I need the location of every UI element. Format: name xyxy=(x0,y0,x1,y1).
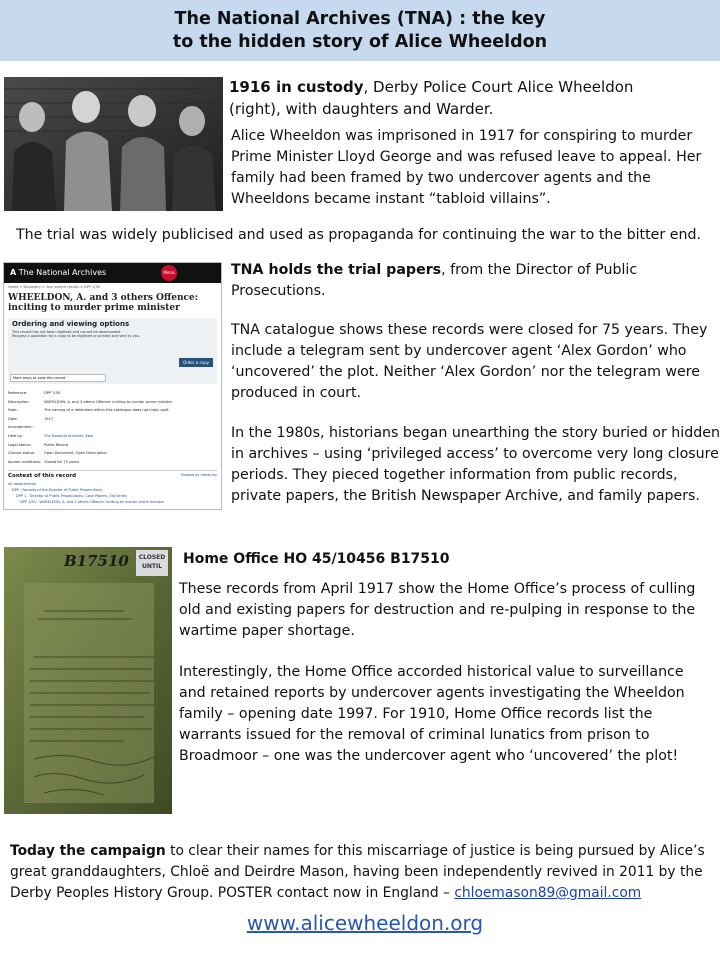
home-office-line: wartime paper shortage. xyxy=(179,623,355,639)
tna-para-line: in archives – using ‘privileged access’ to overcome very long closure xyxy=(231,446,719,462)
tna-para-line: include a telegram sent by undercover agent ‘Alex Gordon’ who xyxy=(231,343,687,359)
caption-rest: , Derby Police Court Alice Wheeldon xyxy=(363,78,634,96)
home-office-line: warrants issued for the removal of criminal lunatics from prison to xyxy=(179,727,650,743)
tna-tree-item[interactable]: DPP 1 - Director of Public Prosecutions: Case Papers, Old Series xyxy=(16,494,127,499)
title-line-1: The National Archives (TNA) : the key xyxy=(174,9,546,29)
tna-record-title: WHEELDON, A. and 3 others Offence: inciting to murder prime minister xyxy=(8,293,199,313)
tna-tree-item[interactable]: All departments xyxy=(8,482,36,487)
custody-photo xyxy=(4,77,223,211)
tna-paragraph-1 xyxy=(231,320,707,404)
home-office-document-photo xyxy=(4,547,172,814)
intro-line: Alice Wheeldon was imprisoned in 1917 for conspiring to murder xyxy=(231,128,693,144)
tna-heading-rest: , from the Director of Public xyxy=(441,262,638,278)
tna-ordering-box xyxy=(8,318,217,384)
tna-ordering-note: Request a quotation for a copy to be digitised or printed and sent to you. xyxy=(12,334,141,338)
home-office-line: and retained reports by undercover agents investigating the Wheeldon xyxy=(179,685,685,701)
tna-detail-row: Legal status: Public Record xyxy=(8,442,69,447)
home-office-paragraph-2 xyxy=(179,662,685,767)
intro-paragraph xyxy=(231,126,701,210)
caption-line-2: (right), with daughters and Warder. xyxy=(229,100,494,118)
tna-heading-line-2: Prosecutions. xyxy=(231,283,326,299)
poster-title xyxy=(0,0,720,61)
tna-detail-row: Access conditions: Closed for 75 years xyxy=(8,459,79,464)
tna-catalogue-screenshot xyxy=(3,262,222,510)
tna-para-line: produced in court. xyxy=(231,385,362,401)
tna-para-line: ‘uncovered’ the plot. Neither ‘Alex Gordon’ nor the telegram were xyxy=(231,364,700,380)
caption-bold: 1916 in custody xyxy=(229,78,364,96)
tna-detail-row: Note: The naming of a defendant within this catalogue does not imply guilt. xyxy=(8,408,170,413)
document-number: B17510 xyxy=(64,552,129,570)
trial-sentence: The trial was widely publicised and used as propaganda for continuing the war to the bitter end. xyxy=(16,227,701,243)
tna-detail-row: Arrangement: xyxy=(8,425,33,430)
tna-paragraph-2 xyxy=(231,423,720,507)
campaign-line-1: to clear their names for this miscarriage of justice is being pursued by Alice’s xyxy=(165,843,705,859)
tna-heading-bold: TNA holds the trial papers xyxy=(231,262,442,278)
home-office-line: Broadmoor – one was the undercover agent who ‘uncovered’ the plot! xyxy=(179,748,679,764)
photo-caption xyxy=(229,76,633,120)
tna-detail-row: Closure status: Open Document, Open Description xyxy=(8,451,107,456)
tna-browse-link[interactable]: Browse by hierarchy xyxy=(181,473,217,478)
tna-heading xyxy=(231,260,637,302)
tna-ordering-title: Ordering and viewing options xyxy=(12,320,130,328)
tna-para-line: In the 1980s, historians began unearthing the story buried or hidden xyxy=(231,425,720,441)
tna-detail-row: Description: WHEELDON, A. and 3 others Offence: inciting to murder prime minister xyxy=(8,399,173,404)
closed-until-stamp: CLOSED UNTIL xyxy=(136,550,168,576)
title-line-2: to the hidden story of Alice Wheeldon xyxy=(172,32,548,52)
tna-detail-row: Held by: The National Archives, Kew xyxy=(8,433,93,438)
tna-order-button[interactable]: Order a copy xyxy=(179,358,213,367)
tna-para-line: TNA catalogue shows these records were closed for 75 years. They xyxy=(231,322,708,338)
tna-tree-item[interactable]: DPP - Records of the Director of Public Prosecutions xyxy=(12,488,103,493)
tna-detail-row: Reference: DPP 1/50 xyxy=(8,391,61,395)
tna-more-ways-select[interactable]: More ways to view this record xyxy=(10,374,106,382)
tna-logo-icon: A xyxy=(10,268,17,277)
tna-topbar xyxy=(4,263,221,283)
tna-context-box xyxy=(8,470,217,505)
intro-line: Wheeldons became instant “tabloid villains”. xyxy=(231,191,551,207)
home-office-line: These records from April 1917 show the Home Office’s process of culling xyxy=(179,581,696,597)
intro-line: Prime Minister Lloyd George and was refused leave to appeal. Her xyxy=(231,149,702,165)
home-office-heading: Home Office HO 45/10456 B17510 xyxy=(183,551,450,567)
home-office-paragraph-1 xyxy=(179,579,695,642)
website-link[interactable]: www.alicewheeldon.org xyxy=(246,911,484,935)
campaign-paragraph xyxy=(10,841,705,904)
tna-tree-item[interactable]: DPP 1/50 - WHEELDON, A. and 3 others Offence: inciting to murder prime minister xyxy=(20,500,165,505)
tna-brand: The National Archives xyxy=(18,268,107,277)
tna-details-table xyxy=(4,387,221,468)
campaign-bold: Today the campaign xyxy=(10,843,166,859)
campaign-line-3: Derby Peoples History Group. POSTER contact now in England – xyxy=(10,885,455,901)
tna-para-line: private papers, the British Newspaper Archive, and family papers. xyxy=(231,488,700,504)
tna-detail-row: Date: 1917 xyxy=(8,416,54,421)
campaign-line-2: great granddaughters, Chloë and Deirdre Mason, having been independently revived in 2011 by the xyxy=(10,864,703,880)
email-link[interactable]: chloemason89@gmail.com xyxy=(454,885,642,901)
tna-ordering-note: This record has not been digitised and cannot be downloaded. xyxy=(12,330,122,334)
intro-line: family had been framed by two undercover agents and the xyxy=(231,170,651,186)
home-office-line: Interestingly, the Home Office accorded historical value to surveillance xyxy=(179,664,684,680)
tna-menu-button[interactable]: Menu xyxy=(161,265,177,281)
tna-para-line: periods. They pieced together information from public records, xyxy=(231,467,678,483)
home-office-line: old and existing papers for destruction and re-pulping in response to the xyxy=(179,602,696,618)
tna-breadcrumb: Home > Discovery > Your search results > DPP 1/50 xyxy=(8,285,101,289)
tna-hierarchy-tree xyxy=(8,481,217,505)
home-office-line: family – opening date 1997. For 1910, Home Office records list the xyxy=(179,706,653,722)
tna-context-title: Context of this record xyxy=(8,473,77,480)
